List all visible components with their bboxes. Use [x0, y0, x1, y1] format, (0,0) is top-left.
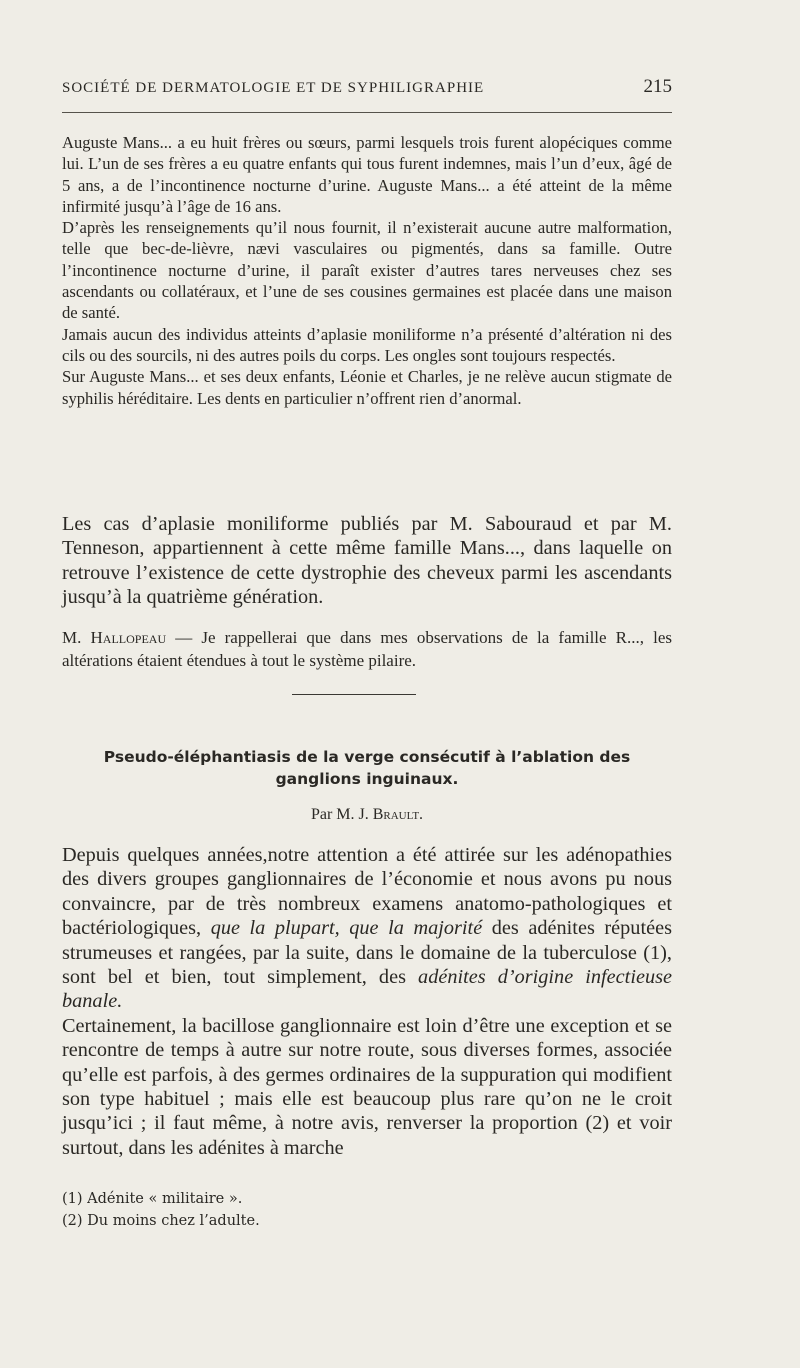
header-rule	[62, 112, 672, 113]
paragraph: Les cas d’aplasie moniliforme publiés par M. Sabouraud et par M. Tenneson, appartiennent à cette même famille Mans..., dans laquelle on retrouve l’existence de cette dystrophie des cheveux parmi les ascendants jusqu’à la quatrième génération.	[62, 513, 672, 609]
paragraph: Certainement, la bacillose ganglionnaire est loin d’être une exception et se rencontre de temps à autre sur notre route, sous diverses formes, associée qu’elle est parfois, à des germes ordinaires de la suppuration qui modifient son type habituel ; mais elle est beaucoup plus rare qu’on ne le croit jusqu’ici ; il faut même, à notre avis, renverser la proportion (2) et voir surtout, dans les adénites à marche	[62, 1014, 672, 1159]
footnote: (2) Du moins chez l’adulte.	[62, 1213, 260, 1229]
author-name: Brault.	[372, 806, 424, 823]
speaker-prefix: M.	[62, 628, 82, 647]
discussion-remark	[62, 627, 672, 672]
case-description	[62, 132, 672, 409]
running-title: SOCIÉTÉ DE DERMATOLOGIE ET DE SYPHILIGRAPHIE	[62, 80, 485, 96]
byline-prefix: Par M. J.	[310, 806, 369, 823]
paragraph: Sur Auguste Mans... et ses deux enfants, Léonie et Charles, je ne relève aucun stigmate de syphilis héréditaire. Les dents en particulier n’offrent rien d’anormal.	[62, 367, 672, 408]
speaker-name: Hallopeau	[90, 628, 167, 647]
paragraph: D’après les renseignements qu’il nous fournit, il n’existerait aucune autre malformation, telle que bec-de-lièvre, nævi vasculaires ou pigmentés, dans sa famille. Outre l’incontinence nocturne d’urine, il paraît exister d’autres tares nerveuses chez ses ascendants ou collatéraux, et l’une de ses cousines germaines est placée dans une maison de santé.	[62, 218, 672, 323]
emphasis: adénites d’origine infectieuse banale.	[62, 966, 672, 1013]
running-header	[62, 76, 672, 98]
section-separator	[292, 694, 416, 695]
page-number: 215	[643, 76, 672, 97]
emphasis: que la plupart, que la majorité	[210, 917, 483, 940]
title-line: ganglions inguinaux.	[275, 770, 459, 788]
footnote: (1) Adénite « militaire ».	[62, 1191, 243, 1207]
paragraph	[62, 627, 672, 672]
paragraph: Depuis quelques années,notre attention a été attirée sur les adénopathies des divers groupes ganglionnaires de l’économie et nous avons pu nous convaincre, par de très nombreux examens anatomo-pathologiques et bactériologiques, que la plupart, que la majorité des adénites réputées strumeuses et rangées, par la suite, dans le domaine de la tuberculose (1), sont bel et bien, tout simplement, des adénites d’origine infectieuse banale.	[62, 844, 672, 1013]
paragraph: Auguste Mans... a eu huit frères ou sœurs, parmi lesquels trois furent alopéciques comme lui. L’un de ses frères a eu quatre enfants qui tous furent indemnes, mais l’un d’eux, âgé de 5 ans, a de l’incontinence nocturne d’urine. Auguste Mans... a été atteint de la même infirmité jusqu’à l’âge de 16 ans.	[62, 133, 672, 216]
title-line: Pseudo-éléphantiasis de la verge consécutif à l’ablation des	[103, 748, 631, 766]
article-body	[62, 843, 672, 1160]
footnotes	[62, 1188, 672, 1232]
remark-text: — Je rappellerai que dans mes observations de la famille R..., les altérations étaient étendues à tout le système pilaire.	[62, 628, 673, 670]
paragraph: Jamais aucun des individus atteints d’aplasie moniliforme n’a présenté d’altération ni des cils ou des sourcils, ni des autres poils du corps. Les ongles sont toujours respectés.	[62, 324, 672, 365]
article-title	[62, 746, 672, 790]
byline	[62, 806, 672, 824]
summary-paragraph	[62, 512, 672, 610]
